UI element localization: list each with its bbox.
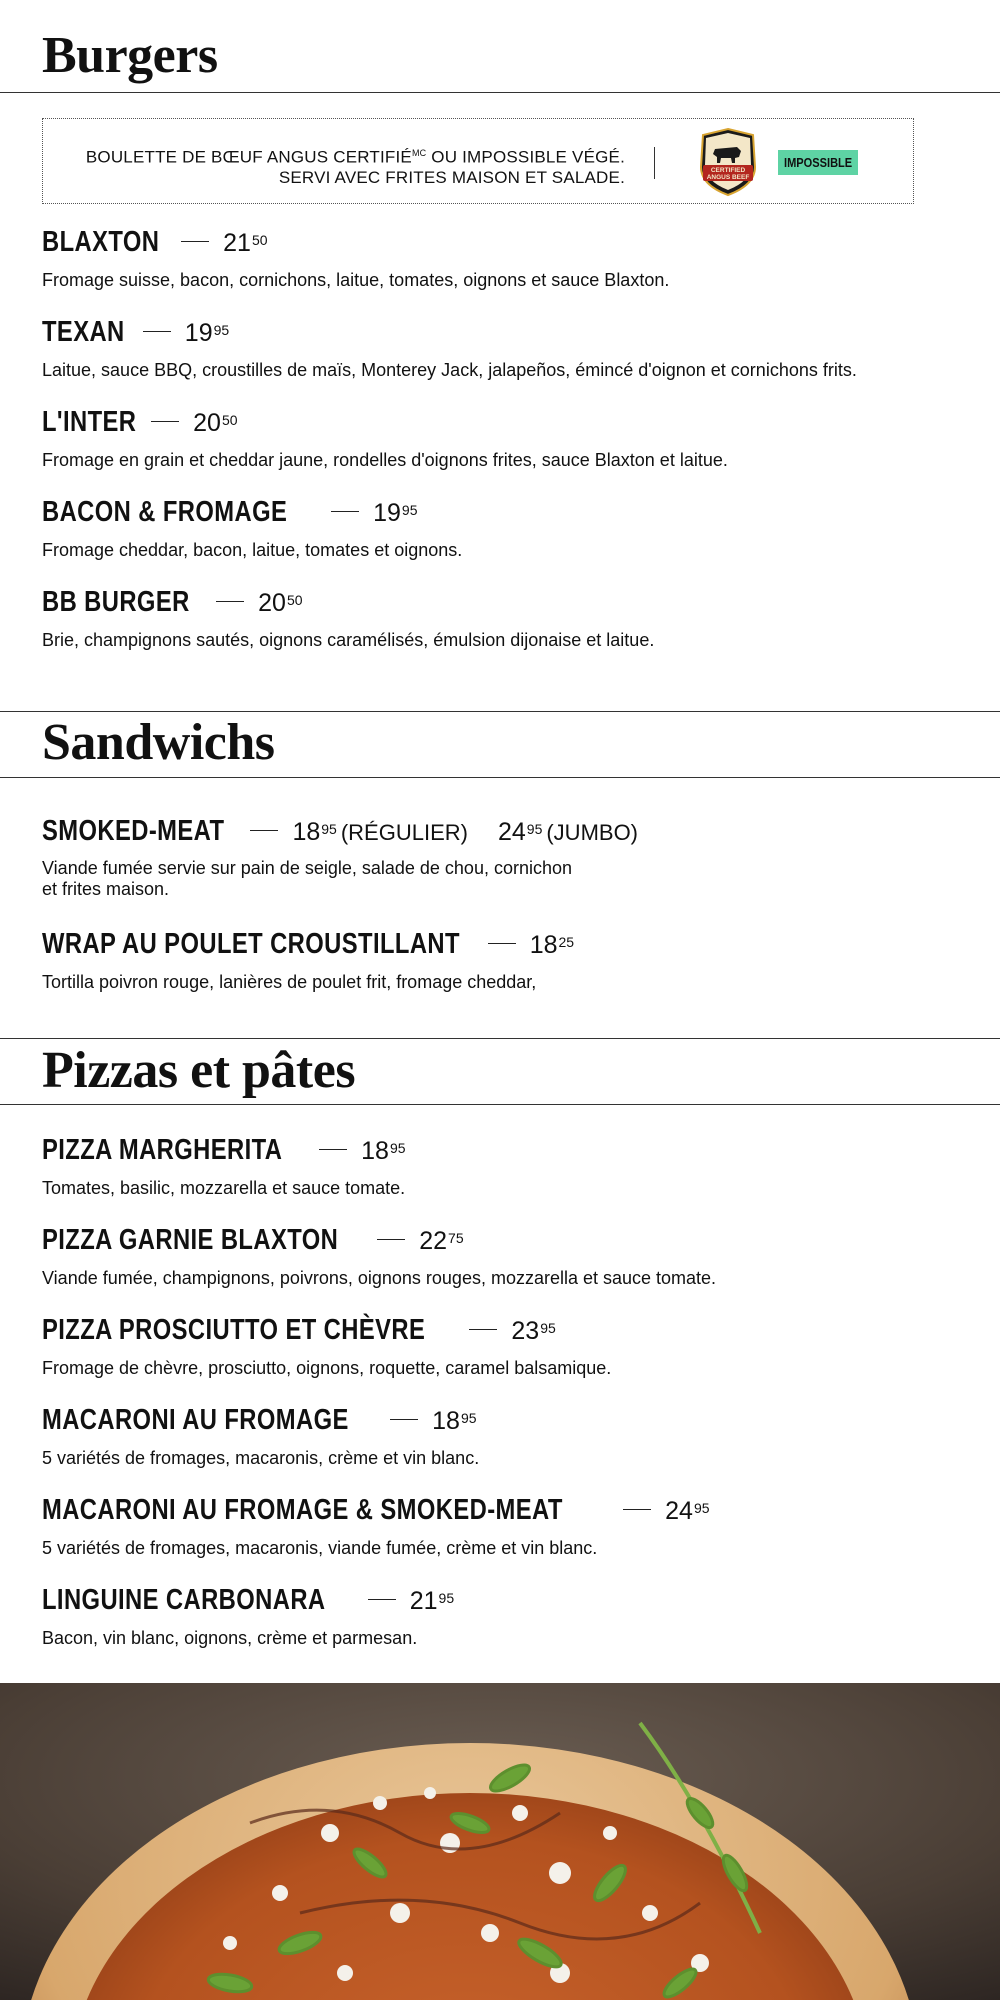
menu-item [42, 1314, 982, 1379]
section-title-burgers: Burgers [42, 27, 218, 84]
item-description: Tortilla poivron rouge, lanières de poulet frit, fromage cheddar, [42, 972, 537, 992]
promo-text [86, 143, 625, 188]
item-description: Fromage en grain et cheddar jaune, rondelles d'oignons frites, sauce Blaxton et laitue. [42, 450, 728, 470]
item-description: Fromage cheddar, bacon, laitue, tomates et oignons. [42, 540, 463, 560]
menu-item [42, 586, 982, 651]
section-title-pizzas: Pizzas et pâtes [42, 1042, 356, 1099]
section-title-sandwichs: Sandwichs [42, 714, 275, 771]
impossible-logo [778, 150, 858, 175]
item-name: WRAP AU POULET CROUSTILLANT [42, 928, 460, 960]
item-name: LINGUINE CARBONARA [42, 1584, 326, 1616]
item-description: Tomates, basilic, mozzarella et sauce tomate. [42, 1178, 406, 1198]
price-dash [488, 943, 516, 944]
item-price: $18^{25}$ [529, 931, 575, 959]
menu-item-wrap-poulet [42, 928, 982, 993]
item-name: BB BURGER [42, 586, 190, 618]
item-name: L'INTER [42, 406, 137, 438]
menu-item [42, 316, 982, 381]
menu-item [42, 1134, 982, 1199]
item-price: $22^{75}$ [419, 1227, 464, 1255]
section-divider [0, 92, 1000, 93]
menu-item [42, 406, 982, 471]
item-price: $24^{95}$ [665, 1497, 710, 1525]
promo-line-1-end: OU IMPOSSIBLE VÉGÉ. [426, 147, 625, 167]
item-price: $23^{95}$ [511, 1317, 556, 1345]
price-dash [319, 1149, 347, 1150]
item-name: MACARONI AU FROMAGE & SMOKED-MEAT [42, 1494, 563, 1526]
item-name: MACARONI AU FROMAGE [42, 1404, 349, 1436]
item-name: SMOKED-MEAT [42, 815, 225, 847]
item-description: Brie, champignons sautés, oignons caramélisés, émulsion dijonaise et laitue. [42, 630, 655, 650]
menu-item [42, 1404, 982, 1469]
price-dash [368, 1599, 396, 1600]
price-dash [377, 1239, 405, 1240]
certified-angus-beef-logo [693, 127, 763, 197]
item-name: BLAXTON [42, 226, 160, 258]
price-dash [143, 331, 171, 332]
promo-banner [42, 118, 914, 204]
item-description: Fromage suisse, bacon, cornichons, laitue, tomates, oignons et sauce Blaxton. [42, 270, 670, 290]
price-dash [181, 241, 209, 242]
item-description: Fromage de chèvre, prosciutto, oignons, roquette, caramel balsamique. [42, 1358, 612, 1378]
menu-item [42, 496, 982, 561]
size-jumbo: (JUMBO) [546, 820, 639, 845]
item-description: 5 variétés de fromages, macaronis, viande fumée, crème et vin blanc. [42, 1538, 598, 1558]
menu-item [42, 1494, 982, 1559]
item-price: $21^{50}$ [223, 229, 268, 257]
menu-item [42, 226, 982, 291]
item-description: Laitue, sauce BBQ, croustilles de maïs, Monterey Jack, jalapeños, émincé d'oignon et cornichons frits. [42, 360, 857, 380]
section-divider [0, 777, 1000, 778]
price-dash [331, 511, 359, 512]
section-divider-top [0, 711, 1000, 712]
item-description: Viande fumée, champignons, poivrons, oignons rouges, mozzarella et sauce tomate. [42, 1268, 717, 1288]
price-dash [151, 421, 179, 422]
section-divider-top [0, 1038, 1000, 1039]
item-price: $18^{95}$ [432, 1407, 477, 1435]
item-price: $18^{95}$ [361, 1137, 406, 1165]
item-price: $18^{95}$ (RÉGULIER) [292, 818, 468, 846]
menu-item [42, 1584, 982, 1649]
item-name: PIZZA MARGHERITA [42, 1134, 283, 1166]
item-description: Viande fumée servie sur pain de seigle, salade de chou, cornichon et frites maison. [42, 858, 573, 899]
cab-logo-top-text: CERTIFIED [710, 167, 746, 174]
cab-logo-bottom-text: ANGUS BEEF [706, 174, 750, 181]
item-price-jumbo: $24^{95}$ (JUMBO) [497, 818, 639, 846]
item-description: 5 variétés de fromages, macaronis, crème et vin blanc. [42, 1448, 480, 1468]
section-divider [0, 1104, 1000, 1105]
price-dash [390, 1419, 418, 1420]
price-dash [469, 1329, 497, 1330]
price-dash [216, 601, 244, 602]
pizza-photo [0, 1683, 1000, 2000]
size-regular: (RÉGULIER) [340, 820, 468, 845]
impossible-logo-text: IMPOSSIBLE [783, 155, 853, 170]
item-price: $20^{50}$ [258, 589, 303, 617]
item-name: BACON & FROMAGE [42, 496, 288, 528]
item-description: Bacon, vin blanc, oignons, crème et parmesan. [42, 1628, 418, 1648]
item-price: $20^{50}$ [193, 409, 238, 437]
price-dash [250, 830, 278, 831]
trademark-mark: MC [411, 148, 427, 158]
item-name: PIZZA PROSCIUTTO ET CHÈVRE [42, 1314, 426, 1346]
item-name: TEXAN [42, 316, 125, 348]
item-price: $19^{95}$ [373, 499, 418, 527]
item-price: $19^{95}$ [184, 319, 230, 347]
promo-line-1: BOULETTE DE BŒUF ANGUS CERTIFIÉ [85, 147, 412, 167]
promo-line-2: SERVI AVEC FRITES MAISON ET SALADE. [278, 167, 625, 187]
menu-item [42, 1224, 982, 1289]
item-price: $21^{95}$ [409, 1587, 455, 1615]
item-name: PIZZA GARNIE BLAXTON [42, 1224, 339, 1256]
promo-divider [654, 147, 655, 179]
menu-item-smoked-meat [42, 815, 982, 900]
price-dash [623, 1509, 651, 1510]
